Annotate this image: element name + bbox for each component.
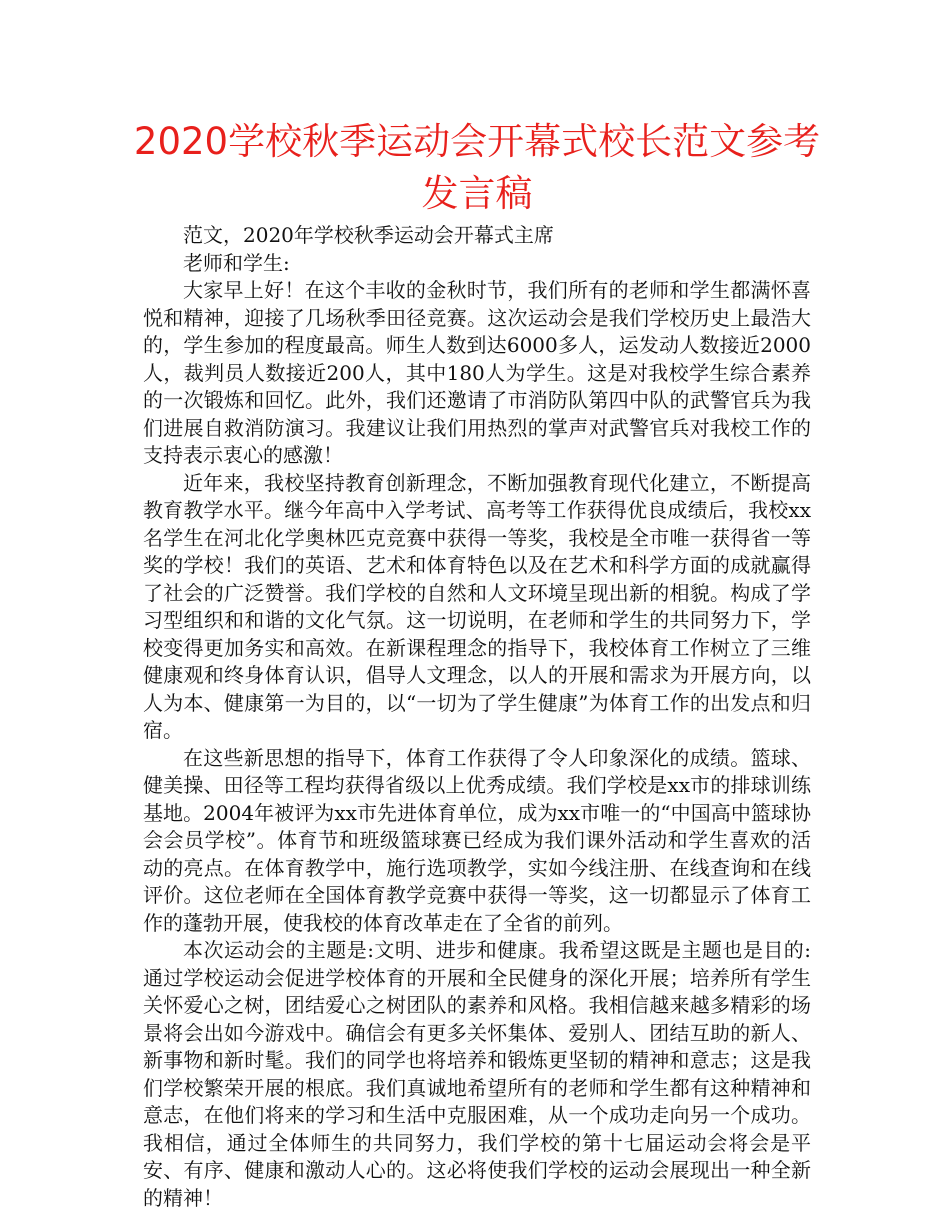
document-title: 2020学校秋季运动会开幕式校长范文参考发言稿 bbox=[133, 120, 821, 215]
document-page bbox=[133, 116, 821, 1212]
paragraph-1: 大家早上好！在这个丰收的金秋时节，我们所有的老师和学生都满怀喜悦和精神，迎接了几场秋季田径竞赛。这次运动会是我们学校历史上最浩大的，学生参加的程度最高。师生人数到达6000多人，运发动人数接近2000人，裁判员人数接近200人，其中180人为学生。这是对我校学生综合素养的一次锻炼和回忆。此外，我们还邀请了市消防队第四中队的武警官兵为我们进展自救消防演习。我建议让我们用热烈的掌声对武警官兵对我校工作的支持表示衷心的感激！ bbox=[143, 278, 811, 467]
paragraph-4: 本次运动会的主题是:文明、进步和健康。我希望这既是主题也是目的:通过学校运动会促进学校体育的开展和全民健身的深化开展；培养所有学生关怀爱心之树，团结爱心之树团队的素养和风格。我相信越来越多精彩的场景将会出如今游戏中。确信会有更多关怀集体、爱别人、团结互助的新人、新事物和新时髦。我们的同学也将培养和锻炼更坚韧的精神和意志；这是我们学校繁荣开展的根底。我们真诚地希望所有的老师和学生都有这种精神和意志，在他们将来的学习和生活中克服困难，从一个成功走向另一个成功。我相信，通过全体师生的共同努力，我们学校的第十七届运动会将会是平安、有序、健康和激动人心的。这必将使我们学校的运动会展现出一种全新的精神！ bbox=[143, 938, 811, 1210]
paragraph-2: 近年来，我校坚持教育创新理念，不断加强教育现代化建立，不断提高教育教学水平。继今年高中入学考试、高考等工作获得优良成绩后，我校xx名学生在河北化学奥林匹克竞赛中获得一等奖，我校是全市唯一获得省一等奖的学校！我们的英语、艺术和体育特色以及在艺术和科学方面的成就赢得了社会的广泛赞誉。我们学校的自然和人文环境呈现出新的相貌。构成了学习型组织和和谐的文化气氛。这一切说明，在老师和学生的共同努力下，学校变得更加务实和高效。在新课程理念的指导下，我校体育工作树立了三维健康观和终身体育认识，倡导人文理念，以人的开展和需求为开展方向，以人为本、健康第一为目的，以“一切为了学生健康”为体育工作的出发点和归宿。 bbox=[143, 470, 811, 742]
paragraph-3: 在这些新思想的指导下，体育工作获得了令人印象深化的成绩。篮球、健美操、田径等工程均获得省级以上优秀成绩。我们学校是xx市的排球训练基地。2004年被评为xx市先进体育单位，成为xx市唯一的“中国高中篮球协会会员学校”。体育节和班级篮球赛已经成为我们课外活动和学生喜欢的活动的亮点。在体育教学中，施行选项教学，实如今线注册、在线查询和在线评价。这位老师在全国体育教学竞赛中获得一等奖，这一切都显示了体育工作的蓬勃开展，使我校的体育改革走在了全省的前列。 bbox=[143, 745, 811, 935]
salutation-line-2: 老师和学生: bbox=[183, 250, 290, 275]
salutation-line-1: 范文，2020年学校秋季运动会开幕式主席 bbox=[183, 223, 554, 247]
